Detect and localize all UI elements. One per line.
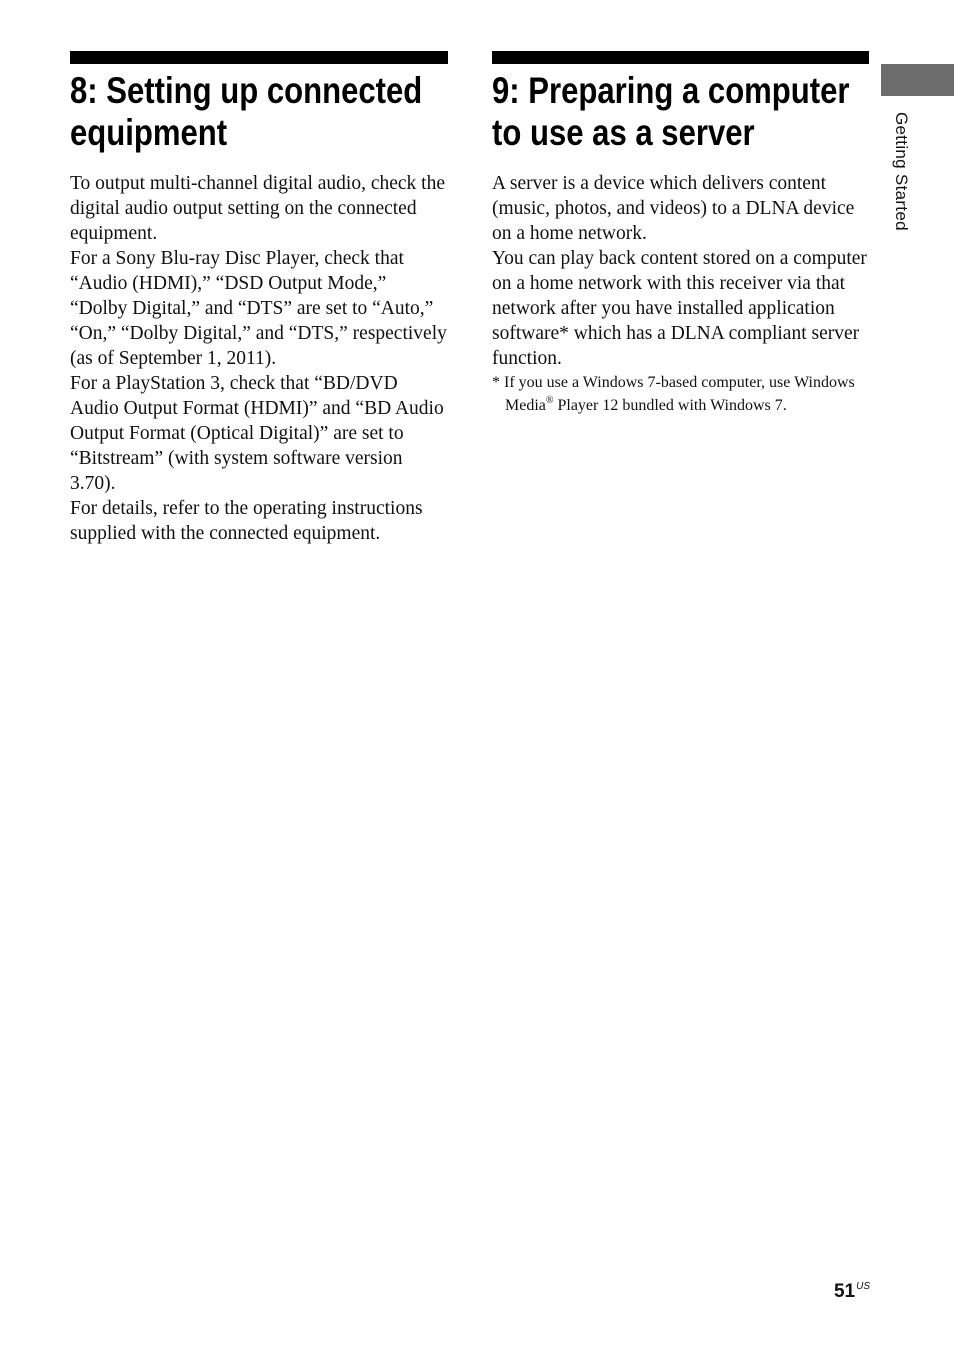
section-8-paragraph: For a PlayStation 3, check that “BD/DVD Audio Output Format (HDMI)” and “BD Audio Output Format (Optical Digital)” are set to “Bitstream” (with system software version 3.70). (70, 373, 444, 494)
section-9-paragraph: You can play back content stored on a computer on a home network with this receiver via that network after you have installed application software* which has a DLNA compliant server function. (492, 248, 867, 369)
section-8-paragraph: To output multi-channel digital audio, check the digital audio output setting on the connected equipment. (70, 173, 445, 244)
section-9-paragraph: A server is a device which delivers content (music, photos, and videos) to a DLNA device on a home network. (492, 173, 855, 244)
section-9-rule (492, 51, 869, 64)
page-number (834, 1281, 870, 1303)
section-9 (492, 51, 869, 414)
chapter-side-label: Getting Started (892, 112, 911, 231)
section-8-rule (70, 51, 448, 64)
footnote-text-part1: * If you use a Windows 7-based computer, use Windows Media (492, 374, 855, 414)
chapter-tab-marker (881, 64, 954, 96)
section-8-title-line1: 8: Setting up connected (70, 70, 423, 111)
registered-mark: ® (545, 395, 554, 406)
section-8 (70, 51, 448, 544)
section-8-paragraph: For details, refer to the operating instructions supplied with the connected equipment. (70, 498, 423, 544)
footnote-text-part2: Player 12 bundled with Windows 7. (553, 397, 787, 414)
section-8-paragraph: For a Sony Blu-ray Disc Player, check that “Audio (HDMI),” “DSD Output Mode,” “Dolby Digital,” and “DTS” are set to “Auto,” “On,” “Dolby Digital,” and “DTS,” respectively (as of September 1, 2011). (70, 248, 447, 369)
section-9-title-line1: 9: Preparing a computer (492, 70, 850, 111)
section-9-body (492, 171, 869, 417)
section-8-title-line2: equipment (70, 112, 228, 153)
page-number-suffix: US (856, 1281, 870, 1292)
section-9-footnote (492, 371, 869, 417)
section-8-body (70, 171, 448, 546)
page-number-value: 51 (833, 1281, 856, 1302)
section-9-title-line2: to use as a server (492, 112, 755, 153)
section-8-title (70, 70, 448, 154)
section-9-title (492, 70, 869, 154)
